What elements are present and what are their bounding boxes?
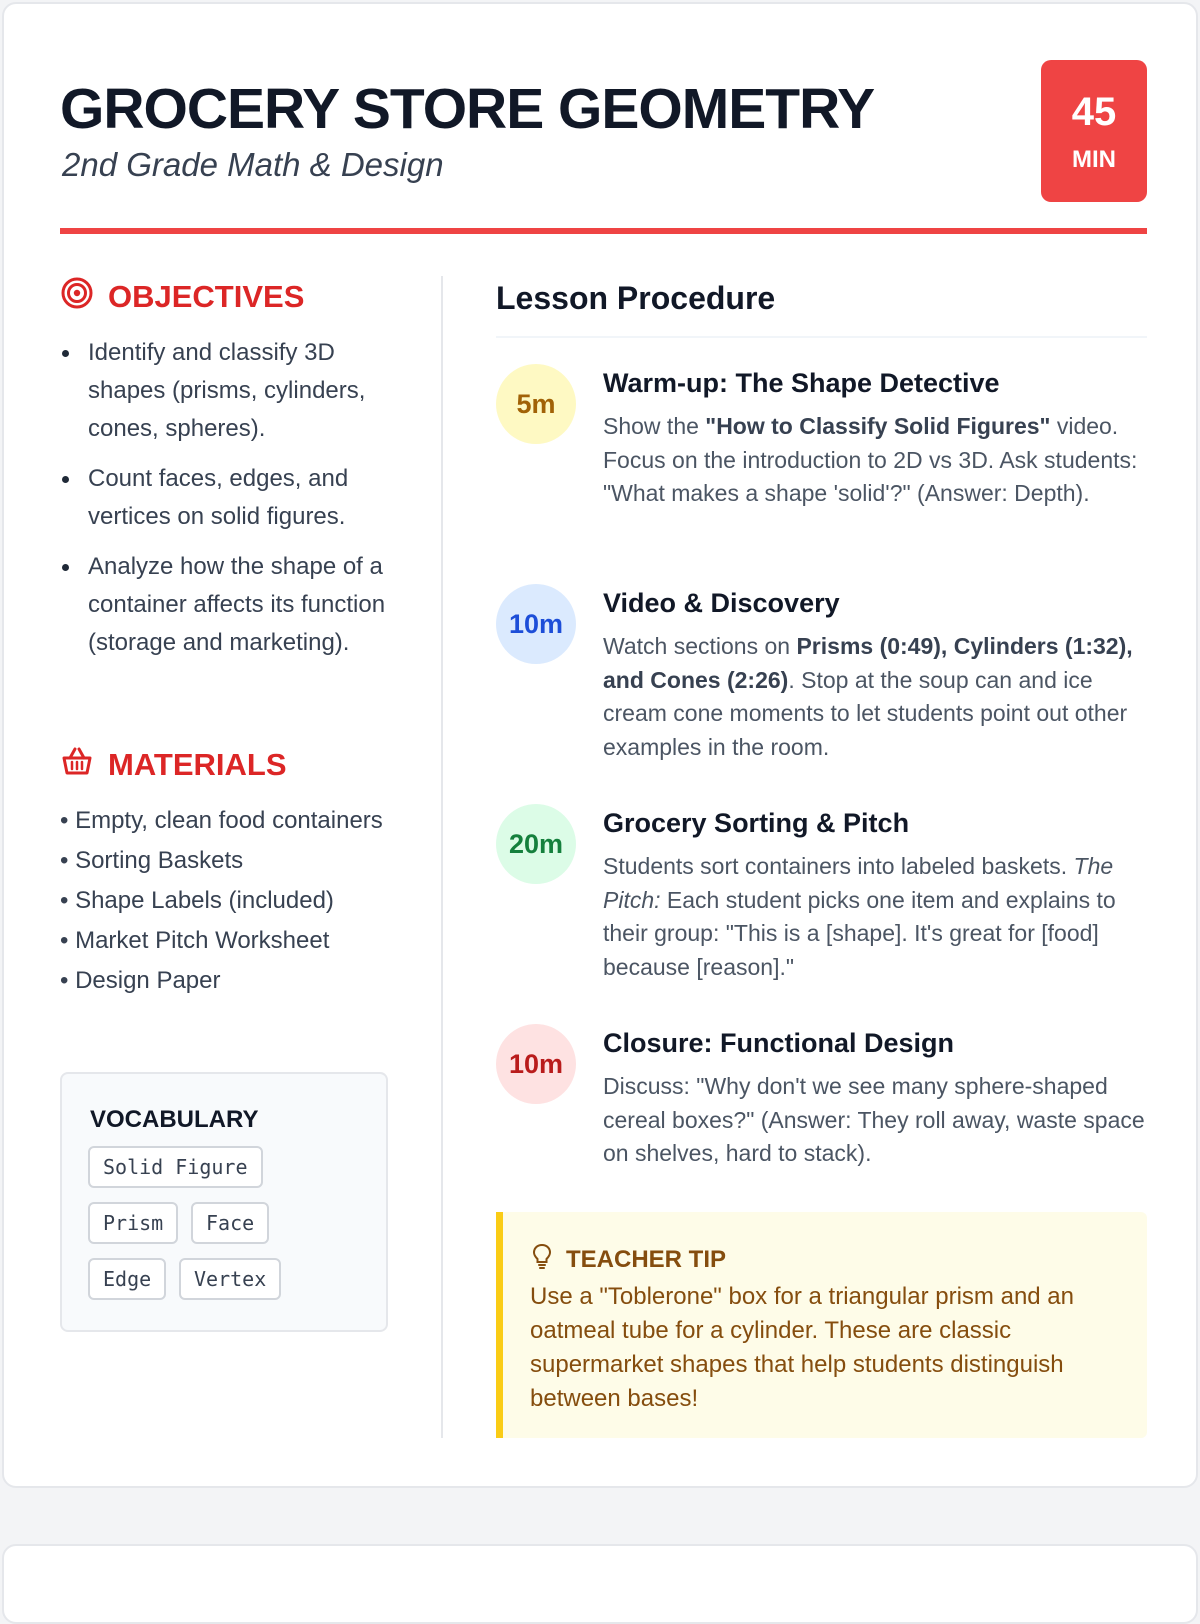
objectives-title: OBJECTIVES	[108, 279, 305, 314]
step-time-badge: 10m	[496, 1024, 576, 1104]
vocab-chip-edge: Edge	[88, 1258, 166, 1300]
teacher-tip-title: TEACHER TIP	[566, 1245, 727, 1273]
procedure-title: Lesson Procedure	[496, 280, 776, 316]
step-title: Video & Discovery	[603, 588, 840, 618]
vocabulary-title: VOCABULARY	[90, 1106, 259, 1133]
material-item: • Empty, clean food containers	[60, 807, 383, 834]
teacher-tip-heading	[530, 1242, 726, 1277]
basket-icon	[60, 744, 94, 786]
objectives-list	[60, 334, 400, 674]
teacher-tip-box	[496, 1212, 1147, 1438]
step-description: Discuss: "Why don't we see many sphere-shaped cereal boxes?" (Answer: They roll away, waste space on shelves, hard to stack).	[603, 1073, 1145, 1166]
step-time-badge: 20m	[496, 804, 576, 884]
page-subtitle: 2nd Grade Math & Design	[62, 146, 444, 183]
material-item: • Market Pitch Worksheet	[60, 927, 330, 954]
materials-heading	[60, 744, 287, 786]
step-description: Watch sections on Prisms (0:49), Cylinders (1:32), and Cones (2:26). Stop at the soup can and ice cream cone moments to let students point out other examples in the room.	[603, 633, 1133, 760]
lesson-plan-card	[2, 2, 1198, 1488]
vocab-chip-prism: Prism	[88, 1202, 178, 1244]
step-title: Warm-up: The Shape Detective	[603, 368, 1000, 398]
page-title: GROCERY STORE GEOMETRY	[60, 77, 875, 141]
step-title: Closure: Functional Design	[603, 1028, 955, 1058]
duration-value: 45	[1071, 90, 1117, 134]
next-page-card	[2, 1544, 1198, 1624]
objective-item: Analyze how the shape of a container affects its function (storage and marketing).	[60, 548, 400, 662]
header-divider	[60, 228, 1147, 234]
materials-title: MATERIALS	[108, 747, 287, 782]
vocabulary-box	[60, 1072, 388, 1332]
teacher-tip-text: Use a "Toblerone" box for a triangular prism and an oatmeal tube for a cylinder. These are classic supermarket shapes that help students distinguish between bases!	[530, 1283, 1074, 1412]
step-title: Grocery Sorting & Pitch	[603, 808, 910, 838]
duration-badge	[1041, 60, 1147, 202]
target-icon	[60, 276, 94, 318]
vocab-chip-vertex: Vertex	[179, 1258, 281, 1300]
material-item: • Sorting Baskets	[60, 847, 244, 874]
step-time-badge: 10m	[496, 584, 576, 664]
objective-item: Count faces, edges, and vertices on solid figures.	[60, 460, 400, 536]
duration-unit: MIN	[1072, 146, 1116, 173]
lightbulb-icon	[530, 1242, 554, 1277]
step-description: Students sort containers into labeled baskets. The Pitch: Each student picks one item and explains to their group: "This is a [shape]. It's great for [food] because [reason]."	[603, 853, 1116, 980]
procedure-divider	[496, 336, 1147, 338]
objective-item: Identify and classify 3D shapes (prisms, cylinders, cones, spheres).	[60, 334, 400, 448]
vocab-chip-solid-figure: Solid Figure	[88, 1146, 263, 1188]
vocab-chip-face: Face	[191, 1202, 269, 1244]
objectives-heading	[60, 276, 304, 318]
step-time-badge: 5m	[496, 364, 576, 444]
material-item: • Shape Labels (included)	[60, 887, 334, 914]
step-description: Show the "How to Classify Solid Figures" video. Focus on the introduction to 2D vs 3D. Ask students: "What makes a shape 'solid'?" (Answer: Depth).	[603, 413, 1138, 506]
column-divider	[441, 276, 443, 1438]
materials-list	[60, 804, 390, 1004]
material-item: • Design Paper	[60, 967, 221, 994]
